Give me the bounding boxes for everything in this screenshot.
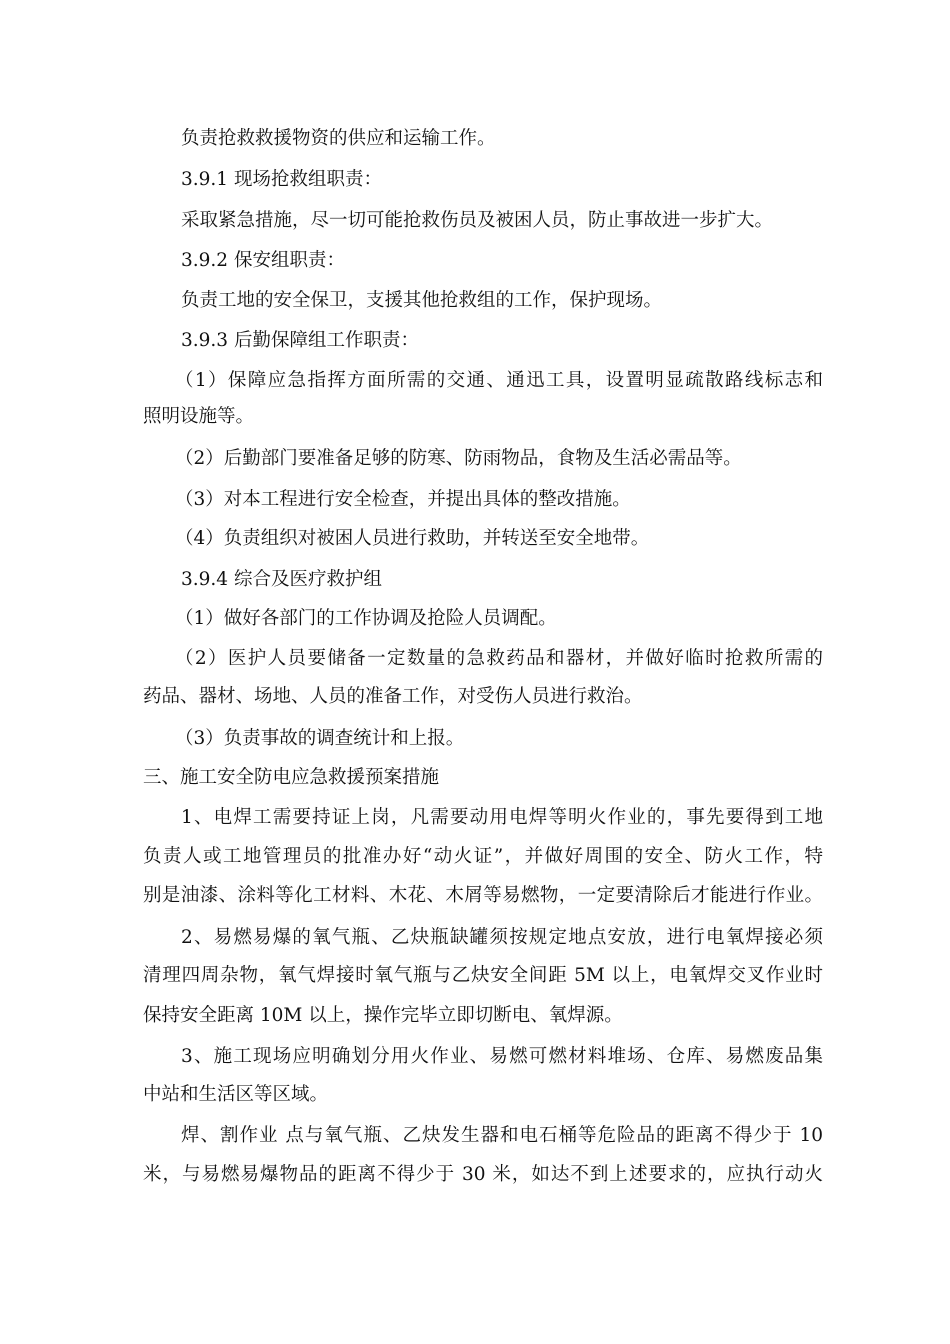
list-item-line: （1）做好各部门的工作协调及抢险人员调配。: [175, 608, 557, 629]
body-text-line: 中站和生活区等区域。: [143, 1084, 329, 1105]
body-text-line: 负责工地的安全保卫，支援其他抢救组的工作，保护现场。: [181, 290, 663, 311]
body-text-line: 负责人或工地管理员的批准办好“动火证”，并做好周围的安全、防火工作，特: [143, 846, 823, 867]
body-text-line: 3、施工现场应明确划分用火作业、易燃可燃材料堆场、仓库、易燃废品集: [181, 1046, 823, 1067]
body-text-line: 别是油漆、涂料等化工材料、木花、木屑等易燃物，一定要清除后才能进行作业。: [143, 885, 823, 906]
body-text-line: 清理四周杂物，氧气焊接时氧气瓶与乙炔安全间距 5M 以上，电氧焊交叉作业时: [143, 965, 823, 986]
body-text-line: 米，与易燃易爆物品的距离不得少于 30 米，如达不到上述要求的，应执行动火: [143, 1164, 823, 1185]
body-text-line: 焊、割作业 点与氧气瓶、乙炔发生器和电石桶等危险品的距离不得少于 10: [181, 1125, 823, 1146]
list-item-line: （2）医护人员要储备一定数量的急救药品和器材，并做好临时抢救所需的: [175, 648, 823, 669]
list-item-continuation: 照明设施等。: [143, 406, 255, 427]
body-text-line: 1、电焊工需要持证上岗，凡需要动用电焊等明火作业的，事先要得到工地: [181, 807, 823, 828]
chapter-heading: 三、施工安全防电应急救援预案措施: [143, 767, 440, 788]
body-text-line: 负责抢救救援物资的供应和运输工作。: [181, 128, 496, 149]
section-heading-3-9-4: 3.9.4 综合及医疗救护组: [181, 569, 382, 590]
section-heading-3-9-3: 3.9.3 后勤保障组工作职责：: [181, 330, 419, 351]
section-heading-3-9-1: 3.9.1 现场抢救组职责：: [181, 169, 382, 190]
section-heading-3-9-2: 3.9.2 保安组职责：: [181, 250, 345, 271]
list-item-line: （2）后勤部门要准备足够的防寒、防雨物品，食物及生活必需品等。: [175, 448, 742, 469]
body-text-line: 采取紧急措施，尽一切可能抢救伤员及被困人员，防止事故进一步扩大。: [181, 210, 774, 231]
body-text-line: 保持安全距离 10M 以上，操作完毕立即切断电、氧焊源。: [143, 1005, 623, 1026]
list-item-continuation: 药品、器材、场地、人员的准备工作，对受伤人员进行救治。: [143, 686, 643, 707]
list-item-line: （3）负责事故的调查统计和上报。: [175, 728, 465, 749]
list-item-line: （3）对本工程进行安全检查，并提出具体的整改措施。: [175, 489, 631, 510]
list-item-line: （4）负责组织对被困人员进行救助，并转送至安全地带。: [175, 528, 650, 549]
list-item-line: （1）保障应急指挥方面所需的交通、通迅工具，设置明显疏散路线标志和: [175, 370, 823, 391]
body-text-line: 2、易燃易爆的氧气瓶、乙炔瓶缺罐须按规定地点安放，进行电氧焊接必须: [181, 927, 823, 948]
